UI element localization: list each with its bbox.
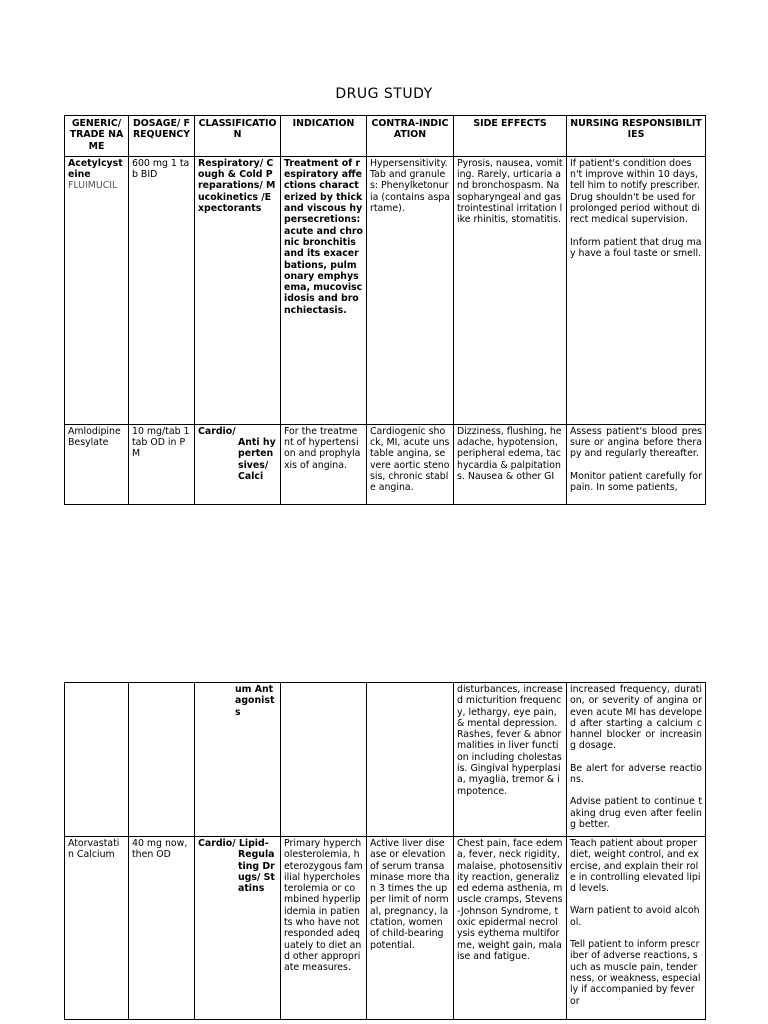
nursing-item: Teach patient about proper diet, weight control, and exercise, and explain their role in controlling elevated lipid levels.	[570, 838, 701, 895]
trade-name: FLUIMUCIL	[68, 180, 118, 192]
generic-name: Amlodipine Besylate	[65, 424, 129, 504]
table-row	[65, 837, 706, 1020]
nursing-item: Assess patient's blood pressure or angina before therapy and regularly thereafter.	[570, 425, 702, 460]
header-dosage: DOSAGE/ FREQUENCY	[129, 116, 195, 157]
header-classification: CLASSIFICATION	[195, 116, 281, 157]
nursing-item: Monitor patient carefully for pain. In some patients,	[570, 470, 702, 494]
dosage-cell: 10 mg/tab 1 tab OD in PM	[129, 424, 195, 504]
nursing-item: Advise patient to continue taking drug even after feeling better.	[570, 796, 702, 830]
page-title: DRUG STUDY	[335, 86, 433, 102]
generic-name: Acetylcysteine	[68, 157, 123, 181]
side-effects-cell: disturbances, increased micturition frequency, lethargy, eye pain, & mental depression. Rashes, fever & abnormalities in liver function including cholestasis. Gingival hyperplasia, myaglia, tremor & impotence.	[454, 683, 567, 837]
header-generic: GENERIC/ TRADE NAME	[65, 116, 129, 157]
side-effects-cell: Chest pain, face edema, fever, neck rigidity, malaise, photosensitivity reaction, generalized edema asthenia, muscle cramps, Stevens-Johnson Syndrome, toxic epidermal necrolysis eythema multiforme, weight gain, malaise and fatigue.	[454, 837, 567, 1020]
header-side-effects: SIDE EFFECTS	[454, 116, 567, 157]
table-row	[65, 683, 706, 837]
generic-name: Atorvastatin Calcium	[65, 837, 129, 1020]
drug-table-page-2	[64, 682, 706, 1020]
classification-cell: Respiratory/ Cough & Cold Preparations/ Mucokinetics /Expectorants	[195, 156, 281, 424]
table-row	[65, 424, 706, 504]
nursing-item: Be alert for adverse reactions.	[570, 762, 702, 786]
classification-part: Cardio/	[198, 425, 236, 437]
indication-cell: Treatment of respiratory affections characterized by thick and viscous hypersecretions: acute and chronic bronchitis and its exacerbations, pulmonary emphysema, mucoviscidosis and bronchiectasis.	[281, 156, 367, 424]
nursing-item: If patient's condition doesn't improve within 10 days, tell him to notify prescriber. Drug shouldn't be used for prolonged period without direct medical supervision.	[570, 157, 700, 226]
classification-cell: um Antagonists	[195, 683, 281, 837]
nursing-item: increased frequency, duration, or severity of angina or even acute MI has developed after starting a calcium channel blocker or increasing dosage.	[570, 684, 702, 752]
table-row	[65, 156, 706, 424]
nursing-item: Inform patient that drug may have a foul taste or smell.	[570, 236, 702, 259]
classification-part: Regulating Drugs/ Statins	[238, 849, 275, 895]
contraindication-cell: Hypersensitivity. Tab and granules: Phenylketonuria (contains aspartame).	[367, 156, 454, 424]
indication-cell: Primary hypercholesterolemia, heterozygous familial hypercholesterolemia or combined hyperlipidemia in patients who have not responded adequately to diet and other appropriate measures.	[281, 837, 367, 1020]
table-header-row	[65, 116, 706, 157]
header-nursing: NURSING RESPONSIBILITIES	[567, 116, 706, 157]
drug-table-page-1	[64, 115, 706, 505]
side-effects-cell: Dizziness, flushing, headache, hypotension, peripheral edema, tachycardia & palpitations. Nausea & other GI	[454, 424, 567, 504]
side-effects-cell: Pyrosis, nausea, vomiting. Rarely, urticaria and bronchospasm. Nasopharyngeal and gastrointestinal irritation like rhinitis, stomatitis.	[454, 156, 567, 424]
dosage-cell: 600 mg 1 tab BID	[129, 156, 195, 424]
classification-part: Cardio/ Lipid-	[198, 838, 269, 849]
nursing-item: Tell patient to inform prescriber of adverse reactions, such as muscle pain, tenderness, or weakness, especially if accompanied by fever or	[570, 939, 701, 1007]
classification-part: Anti hypertensives/ Calci	[238, 437, 276, 483]
contraindication-cell: Active liver disease or elevation of serum transaminase more than 3 times the upper limit of normal, pregnancy, lactation, women of child-bearing potential.	[367, 837, 454, 1020]
dosage-cell: 40 mg now, then OD	[129, 837, 195, 1020]
contraindication-cell: Cardiogenic shock, MI, acute unstable angina, severe aortic stenosis, chronic stable angina.	[367, 424, 454, 504]
indication-cell: For the treatment of hypertension and prophylaxis of angina.	[281, 424, 367, 504]
nursing-item: Warn patient to avoid alcohol.	[570, 905, 700, 928]
header-indication: INDICATION	[281, 116, 367, 157]
header-contraindication: CONTRA-INDICATION	[367, 116, 454, 157]
